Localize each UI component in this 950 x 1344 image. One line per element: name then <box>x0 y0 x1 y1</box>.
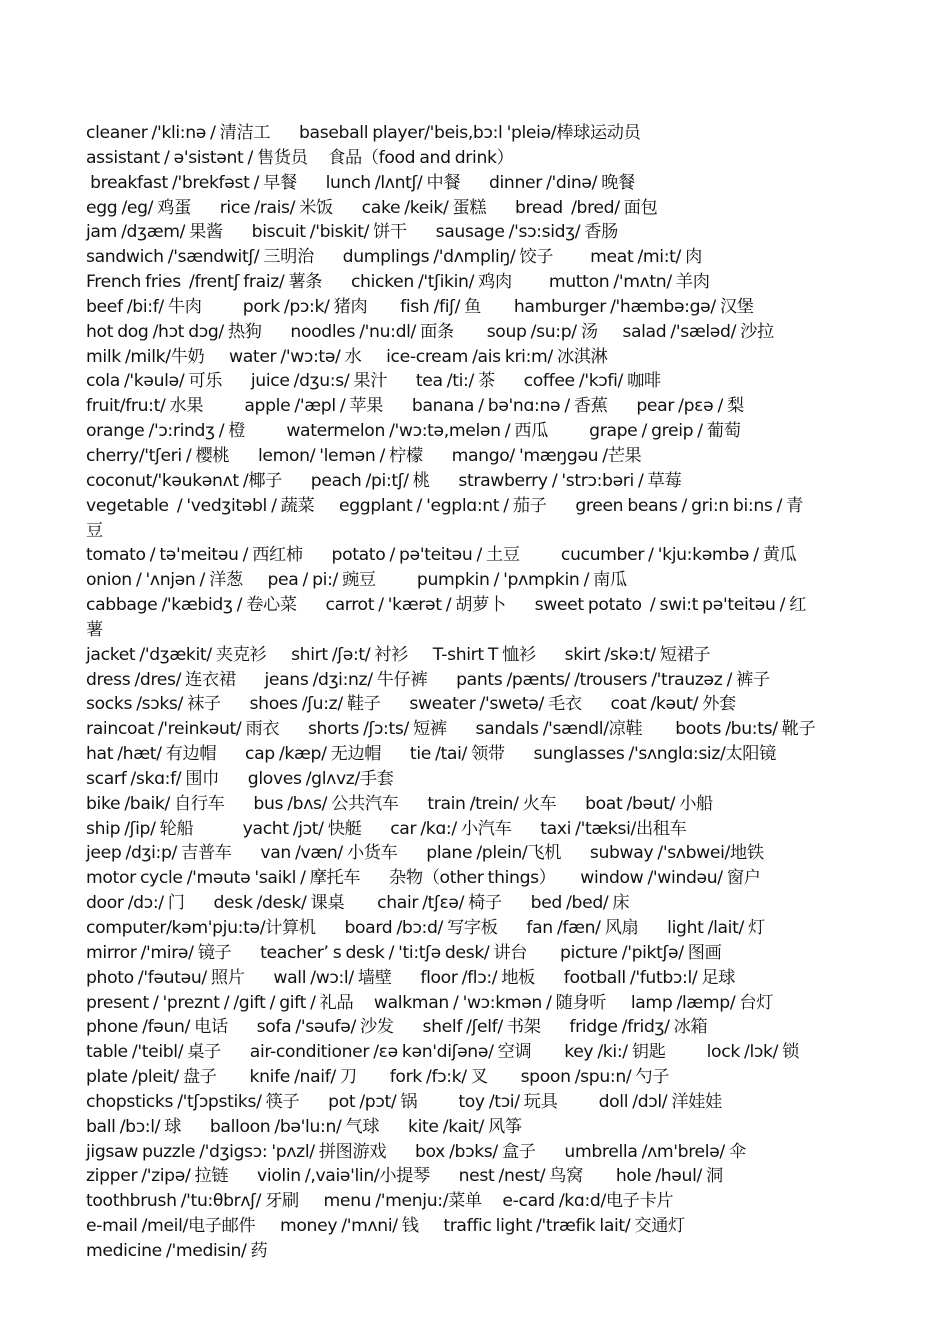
text-line: orange /'ɔ:rindʒ / 橙 watermelon /'wɔ:tə,melən / 西瓜 grape / greip / 葡萄 <box>86 421 741 442</box>
text-line: 豆 <box>86 520 103 541</box>
text-line: jigsaw puzzle /'dʒigsɔ: 'pʌzl/ 拼图游戏 box /bɔks/ 盒子 umbrella /ʌm'brelə/ 伞 <box>86 1141 746 1162</box>
text-line: mirror /'mirə/ 镜子 teacher’ s desk / 'ti:tʃə desk/ 讲台 picture /'piktʃə/ 图画 <box>86 942 722 963</box>
text-line: raincoat /'reinkəut/ 雨衣 shorts /ʃɔ:ts/ 短裤 sandals /'sændl/凉鞋 boots /bu:ts/ 靴子 <box>86 719 816 740</box>
text-line: coconut/'kəukənʌt /椰子 peach /pi:tʃ/ 桃 strawberry / 'strɔ:bəri / 草莓 <box>86 470 682 491</box>
text-line: cleaner /'kli:nə / 清洁工 baseball player/'beis,bɔ:l 'pleiə/棒球运动员 <box>86 123 641 143</box>
text-line: sandwich /'sændwitʃ/ 三明治 dumplings /'dʌmpliŋ/ 饺子 meat /mi:t/ 肉 <box>86 247 702 268</box>
text-line: computer/kəm'pju:tə/计算机 board /bɔ:d/ 写字板 fan /fæn/ 风扇 light /lait/ 灯 <box>86 918 765 938</box>
text-line: French fries /frentʃ fraiz/ 薯条 chicken /'tʃikin/ 鸡肉 mutton /'mʌtn/ 羊肉 <box>86 272 710 293</box>
text-line: jeep /dʒi:p/ 吉普车 van /væn/ 小货车 plane /plein/飞机 subway /'sʌbwei/地铁 <box>86 843 764 864</box>
text-line: medicine /'medisin/ 药 <box>86 1240 268 1261</box>
text-line: hot dog /hɔt dɔg/ 热狗 noodles /'nu:dl/ 面条 soup /su:p/ 汤 salad /'sæləd/ 沙拉 <box>86 321 774 342</box>
text-line: assistant / ə'sistənt / 售货员 食品（food and drink） <box>86 147 514 168</box>
text-line: cabbage /'kæbidʒ / 卷心菜 carrot / 'kærət / 胡萝卜 sweet potato / swi:t pə'teitəu / 红 <box>86 595 807 616</box>
text-line: hat /hæt/ 有边帽 cap /kæp/ 无边帽 tie /tai/ 领带 sunglasses /'sʌnglɑ:siz/太阳镜 <box>86 744 776 765</box>
text-line: plate /pleit/ 盘子 knife /naif/ 刀 fork /fɔ:k/ 叉 spoon /spu:n/ 勺子 <box>86 1067 670 1088</box>
text-line: motor cycle /'məutə 'saikl / 摩托车 杂物（other things） window /'windəu/ 窗户 <box>86 868 761 889</box>
text-line: e-mail /meil/电子邮件 money /'mʌni/ 钱 traffic light /'træfik lait/ 交通灯 <box>86 1216 685 1237</box>
text-line: dress /dres/ 连衣裙 jeans /dʒi:nz/ 牛仔裤 pants /pænts/ /trousers /'trauzəz / 裤子 <box>86 669 770 690</box>
text-line: breakfast /'brekfəst / 早餐 lunch /lʌntʃ/ 中餐 dinner /'dinə/ 晚餐 <box>86 172 635 193</box>
text-line: egg /eg/ 鸡蛋 rice /rais/ 米饭 cake /keik/ 蛋糕 bread /bred/ 面包 <box>86 197 658 218</box>
text-line: photo /'fəutəu/ 照片 wall /wɔ:l/ 墙壁 floor /flɔ:/ 地板 football /'futbɔ:l/ 足球 <box>86 967 736 988</box>
text-line: chopsticks /'tʃɔpstiks/ 筷子 pot /pɔt/ 锅 toy /tɔi/ 玩具 doll /dɔl/ 洋娃娃 <box>86 1091 722 1112</box>
text-line: beef /bi:f/ 牛肉 pork /pɔ:k/ 猪肉 fish /fiʃ/ 鱼 hamburger /'hæmbə:gə/ 汉堡 <box>86 296 754 317</box>
text-line: scarf /skɑ:f/ 围巾 gloves /glʌvz/手套 <box>86 768 394 789</box>
text-line: toothbrush /'tu:θbrʌʃ/ 牙刷 menu /'menju:/菜单 e-card /kɑ:d/电子卡片 <box>86 1191 674 1212</box>
text-line: door /dɔ:/ 门 desk /desk/ 课桌 chair /tʃεə/ 椅子 bed /bed/ 床 <box>86 893 630 914</box>
text-line: zipper /'zipə/ 拉链 violin /,vaiə'lin/小提琴 nest /nest/ 鸟窝 hole /həul/ 洞 <box>86 1166 723 1187</box>
text-line: jacket /'dʒækit/ 夹克衫 shirt /ʃə:t/ 衬衫 T-shirt T 恤衫 skirt /skə:t/ 短裙子 <box>86 644 711 665</box>
text-line: phone /fəun/ 电话 sofa /'səufə/ 沙发 shelf /ʃelf/ 书架 fridge /fridʒ/ 冰箱 <box>86 1017 708 1038</box>
text-line: milk /milk/牛奶 water /'wɔ:tə/ 水 ice-cream /ais kri:m/ 冰淇淋 <box>86 346 608 367</box>
text-line: cola /'kəulə/ 可乐 juice /dʒu:s/ 果汁 tea /ti:/ 茶 coffee /'kɔfi/ 咖啡 <box>86 371 661 392</box>
text-line: cherry/'tʃeri / 樱桃 lemon/ 'lemən / 柠檬 mango/ 'mæŋgəu /芒果 <box>86 445 642 466</box>
text-line: vegetable / 'vedʒitəbl / 蔬菜 eggplant / 'egplɑ:nt / 茄子 green beans / gri:n bi:ns / 青 <box>86 495 803 516</box>
text-line: socks /sɔks/ 袜子 shoes /ʃu:z/ 鞋子 sweater /'swetə/ 毛衣 coat /kəut/ 外套 <box>86 694 736 715</box>
text-line: jam /dʒæm/ 果酱 biscuit /'biskit/ 饼干 sausage /'sɔ:sidʒ/ 香肠 <box>86 222 619 243</box>
text-line: bike /baik/ 自行车 bus /bʌs/ 公共汽车 train /trein/ 火车 boat /bəut/ 小船 <box>86 793 713 814</box>
text-line: onion / 'ʌnjən / 洋葱 pea / pi:/ 豌豆 pumpkin / 'pʌmpkin / 南瓜 <box>86 570 627 591</box>
vocabulary-list <box>86 121 876 1264</box>
text-line: 薯 <box>86 619 103 640</box>
text-line: table /'teibl/ 桌子 air-conditioner /εə kən'diʃənə/ 空调 key /ki:/ 钥匙 lock /lɔk/ 锁 <box>86 1042 799 1063</box>
text-line: present / 'preznt / /gift / gift / 礼品 walkman / 'wɔ:kmən / 随身听 lamp /læmp/ 台灯 <box>86 992 774 1013</box>
text-line: tomato / tə'meitəu / 西红柿 potato / pə'teitəu / 土豆 cucumber / 'kju:kəmbə / 黄瓜 <box>86 545 797 566</box>
text-line: ball /bɔ:l/ 球 balloon /bə'lu:n/ 气球 kite /kait/ 风筝 <box>86 1116 522 1137</box>
text-line: ship /ʃip/ 轮船 yacht /jɔt/ 快艇 car /kɑ:/ 小汽车 taxi /'tæksi/出租车 <box>86 818 687 839</box>
text-line: fruit/fru:t/ 水果 apple /'æpl / 苹果 banana / bə'nɑ:nə / 香蕉 pear /pɛə / 梨 <box>86 396 744 417</box>
